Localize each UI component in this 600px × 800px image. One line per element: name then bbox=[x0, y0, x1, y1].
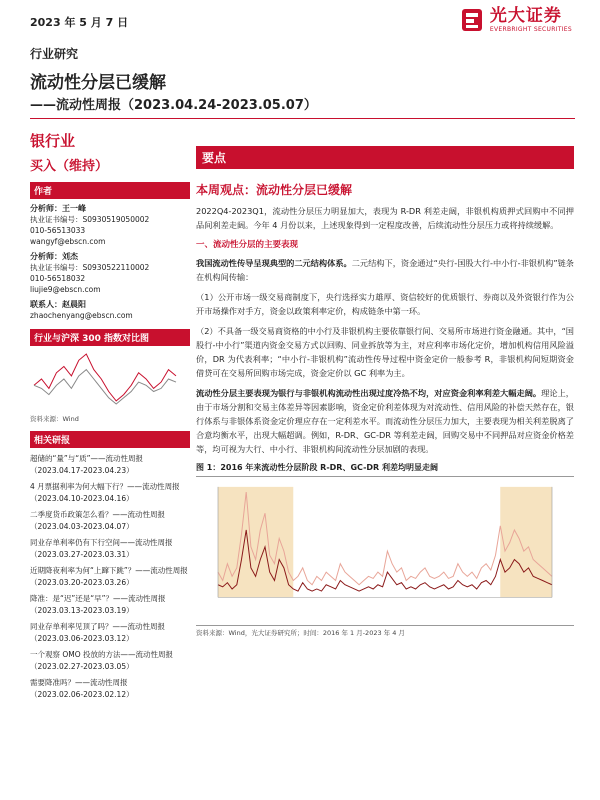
related-report-title: 近期降夜利率为何“上蹿下跳”？——流动性周报 bbox=[30, 566, 188, 575]
view-title: 本周观点：流动性分层已缓解 bbox=[196, 183, 353, 197]
logo-cn: 光大证券 bbox=[489, 6, 562, 26]
main-content bbox=[196, 146, 574, 637]
related-report-item[interactable] bbox=[30, 509, 190, 532]
related-report-date: （2023.03.20-2023.03.26） bbox=[30, 577, 134, 587]
report-date: 2023 年 5 月 7 日 bbox=[30, 16, 129, 29]
related-reports-list bbox=[30, 453, 190, 700]
analyst-tel: 010-56518032 bbox=[30, 274, 86, 283]
figure-source: 资料来源：Wind，光大证券研究所；时间：2016 年 1 月-2023 年 4 月 bbox=[196, 629, 405, 637]
paragraph-1: 2022Q4-2023Q1，流动性分层压力明显加大，表现为 R-DR 利差走阔，非银机构质押式回购中不同押品间利差走阔。今年 4 月份以来，上述现象得到一定程度改善，后续流动性分层压力或将持续缓解。 bbox=[196, 206, 574, 230]
analyst-cert: 执业证书编号：S0930519050002 bbox=[30, 215, 150, 224]
rating: 买入（维持） bbox=[30, 159, 109, 174]
related-report-item[interactable] bbox=[30, 649, 190, 672]
index-source: 资料来源：Wind bbox=[30, 415, 79, 423]
paragraph-4: （2）不具备一级交易商资格的中小行及非银机构主要依靠银行间、交易所市场进行资金融通。其中，“国股行-中小行”渠道内资金交易方式以回购、同业拆放等为主，对应利率市场化定价，增加机构信用风险溢价，DR 为代表利率；“中小行-非银机构”流动性传导过程中资金定价一般参考 R，非银机构间短期资金借贷可在交易所回购市场完成，资金定价以 GC 利率为主。 bbox=[196, 326, 574, 378]
analyst-name: 分析师：王一峰 bbox=[30, 204, 86, 213]
related-report-title: 同业存单利率见顶了吗？——流动性周报 bbox=[30, 622, 165, 631]
related-report-item[interactable] bbox=[30, 537, 190, 560]
industry-name: 银行业 bbox=[30, 132, 76, 150]
contact-email[interactable]: zhaochenyang@ebscn.com bbox=[30, 311, 133, 320]
analyst-name: 分析师：刘杰 bbox=[30, 252, 78, 261]
report-title: 流动性分层已缓解 bbox=[30, 73, 166, 93]
related-report-date: （2023.03.27-2023.03.31） bbox=[30, 549, 134, 559]
paragraph-5-lead: 流动性分层主要表现为银行与非银机构流动性出现过度冷热不均，对应资金利率利差大幅走阔。 bbox=[196, 388, 542, 398]
shaded-period bbox=[218, 487, 293, 598]
figure-title: 图 1：2016 年来流动性分层阶段 R-DR、GC-DR 利差均明显走阔 bbox=[196, 463, 438, 472]
related-bar: 相关研报 bbox=[30, 431, 190, 448]
header-divider bbox=[30, 118, 575, 119]
related-report-title: 一个观察 OMO 投放的方法——流动性周报 bbox=[30, 650, 174, 659]
related-report-item[interactable] bbox=[30, 565, 190, 588]
related-report-title: 4 月票据利率为何大幅下行？——流动性周报 bbox=[30, 482, 180, 491]
related-report-item[interactable] bbox=[30, 453, 190, 476]
related-report-title: 同业存单利率仍有下行空间——流动性周报 bbox=[30, 538, 173, 547]
spread-chart bbox=[196, 476, 574, 626]
related-report-date: （2023.02.06-2023.02.12） bbox=[30, 689, 134, 699]
related-report-title: 降准：是“迟”还是“早”？——流动性周报 bbox=[30, 594, 166, 603]
analyst-2 bbox=[30, 251, 190, 295]
logo-en: EVERBRIGHT SECURITIES bbox=[489, 26, 572, 33]
paragraph-5 bbox=[196, 386, 574, 456]
index-comparison-chart bbox=[30, 350, 180, 408]
analyst-email[interactable]: liujie9@ebscn.com bbox=[30, 285, 101, 294]
related-report-title: 二季度货币政策怎么看？——流动性周报 bbox=[30, 510, 165, 519]
related-report-date: （2023.03.06-2023.03.12） bbox=[30, 633, 134, 643]
analyst-email[interactable]: wangyf@ebscn.com bbox=[30, 237, 106, 246]
analyst-cert: 执业证书编号：S0930522110002 bbox=[30, 263, 150, 272]
report-subtitle: ——流动性周报（2023.04.24-2023.05.07） bbox=[30, 98, 317, 113]
company-logo bbox=[460, 6, 572, 33]
related-report-date: （2023.04.17-2023.04.23） bbox=[30, 465, 134, 475]
left-sidebar bbox=[30, 130, 190, 700]
paragraph-2 bbox=[196, 256, 574, 284]
paragraph-5-body: 理论上，由于市场分割和交易主体差异等因素影响，资金定价利差体现为对流动性、信用风险的补偿天然存在，银行体系与非银体系资金定价理应存在一定利差水平。而流动性分层压力加大，主要表现为相关利差脱离了合意均衡水平，出现大幅超调。例如，R-DR、GC-DR 等利差走阔，回购交易中不同押品对应资金价格差等，均可视为大行、中小行、非银机构间流动性分层加剧的表现。 bbox=[196, 388, 574, 454]
paragraph-3: （1）公开市场一级交易商制度下，央行选择实力雄厚、资信较好的优质银行、券商以及外资银行作为公开市场操作对手方，资金以政策利率定价，构成链条中第一环。 bbox=[196, 292, 574, 316]
contact-name: 联系人：赵晨阳 bbox=[30, 300, 86, 309]
contact bbox=[30, 299, 190, 321]
related-report-item[interactable] bbox=[30, 677, 190, 700]
related-report-date: （2023.04.10-2023.04.16） bbox=[30, 493, 134, 503]
paragraph-2-body: 二元结构下，资金通过“央行-国股大行-中小行-非银机构”链条在机构间传输： bbox=[196, 258, 574, 282]
related-report-item[interactable] bbox=[30, 481, 190, 504]
related-report-date: （2023.02.27-2023.03.05） bbox=[30, 661, 134, 671]
related-report-title: 需要降准吗？——流动性周报 bbox=[30, 678, 128, 687]
related-report-item[interactable] bbox=[30, 621, 190, 644]
report-category: 行业研究 bbox=[30, 47, 79, 61]
related-report-title: 超储的“量”与“质”——流动性周报 bbox=[30, 454, 144, 463]
section-heading: 一、流动性分层的主要表现 bbox=[196, 240, 299, 250]
related-report-date: （2023.03.13-2023.03.19） bbox=[30, 605, 134, 615]
index-chart-bar: 行业与沪深 300 指数对比图 bbox=[30, 329, 190, 346]
analyst-tel: 010-56513033 bbox=[30, 226, 86, 235]
analyst-1 bbox=[30, 203, 190, 247]
everbright-logo-icon bbox=[460, 7, 484, 33]
paragraph-2-lead: 我国流动性传导呈现典型的二元结构体系。 bbox=[196, 258, 352, 268]
related-report-date: （2023.04.03-2023.04.07） bbox=[30, 521, 134, 531]
key-points-bar: 要点 bbox=[196, 146, 574, 169]
authors-bar: 作者 bbox=[30, 182, 190, 199]
related-report-item[interactable] bbox=[30, 593, 190, 616]
